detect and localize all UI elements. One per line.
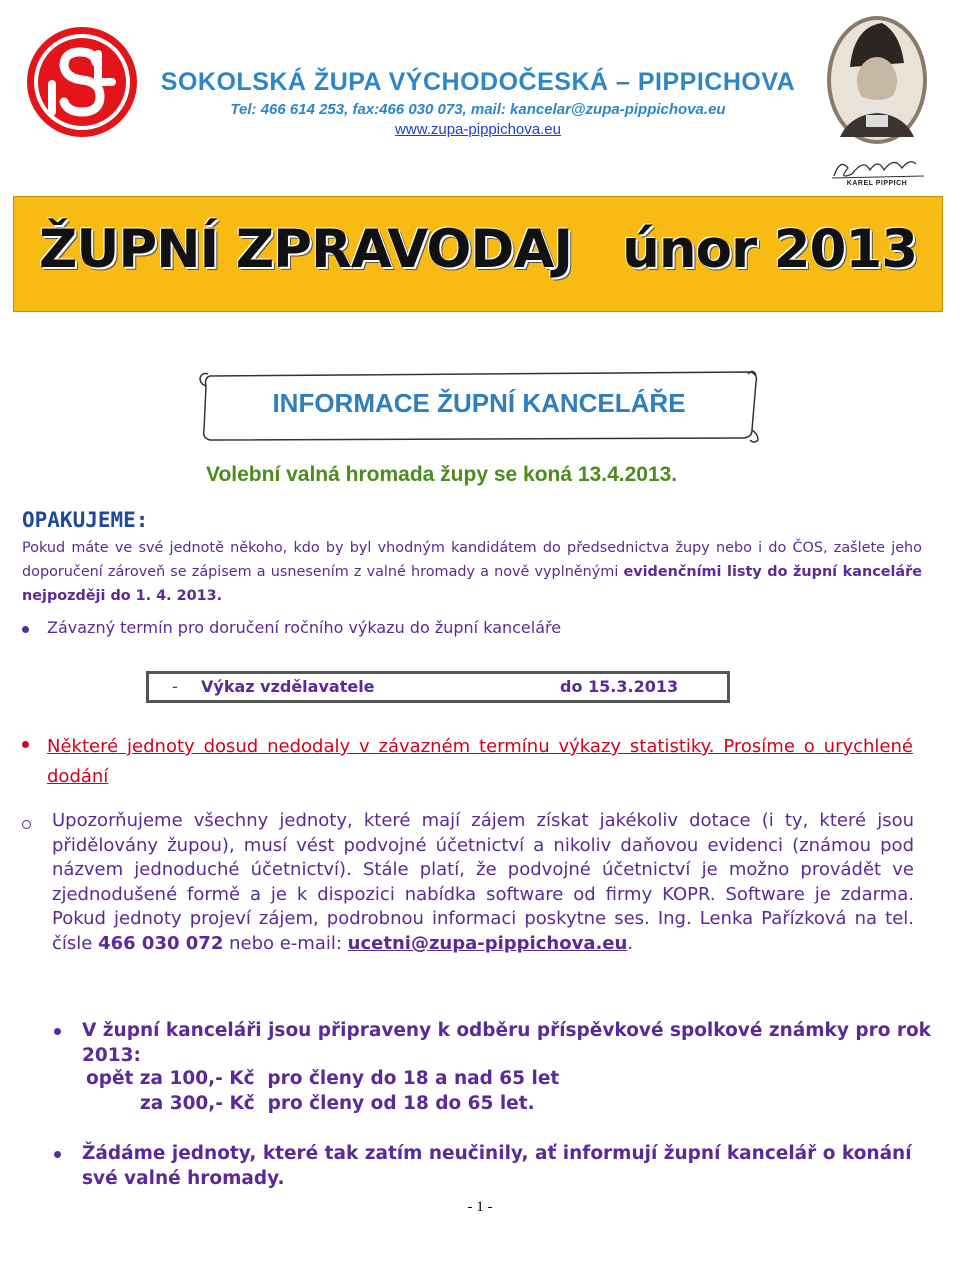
stamps-notice: V župní kanceláři jsou připraveny k odběru příspěvkové spolkové známky pro rok 2013: — [82, 1020, 931, 1066]
stamp-price-youth: opět za 100,- Kč pro členy do 18 a nad 65 let — [86, 1068, 560, 1089]
report-dash: - — [172, 677, 178, 696]
page-number: - 1 - — [467, 1199, 493, 1215]
accounting-text: Upozorňujeme všechny jednoty, které mají zájem získat jakékoliv dotace (i ty, které jsou přidělovány župou), musí vést podvojné účetnictví a nikoliv daňovou evidenci (známou pod názvem jednoduché účetnictví). Stále platí, že podvojné účetnictví je možno provádět ve zjednodušené formě a je k dispozici nabídka software od firmy KOPR. Software je zdarma. Pokud jednoty projeví zájem, podrobnou informaci poskytne ses. Ing. Lenka Pařízková na tel. čísle — [52, 810, 914, 954]
report-label: Výkaz vzdělavatele — [201, 677, 375, 696]
repeat-paragraph — [22, 536, 922, 608]
bullet-icon — [22, 741, 29, 748]
signature-caption: KAREL PIPPICH — [846, 180, 908, 187]
website-link[interactable]: www.zupa-pippichova.eu — [395, 121, 561, 138]
accounting-email-link[interactable]: ucetni@zupa-pippichova.eu — [347, 932, 628, 954]
accounting-end: . — [627, 932, 634, 954]
newsletter-title — [13, 219, 943, 280]
portrait-image — [826, 15, 928, 145]
bullet-icon — [22, 626, 29, 633]
repeat-heading: OPAKUJEME: — [22, 508, 149, 532]
contact-line: Tel: 466 614 253, fax:466 030 073, mail: kancelar@zupa-pippichova.eu — [230, 101, 726, 118]
bullet-icon — [22, 820, 31, 829]
stamp-price-adult: za 300,- Kč pro členy od 18 do 65 let. — [140, 1093, 535, 1114]
section-title: INFORMACE ŽUPNÍ KANCELÁŘE — [272, 388, 686, 418]
organization-name: SOKOLSKÁ ŽUPA VÝCHODOČESKÁ – PIPPICHOVA — [160, 68, 796, 96]
request-notice: Žádáme jednoty, které tak zatím neučinily, ať informují župní kancelář o konání své valné hromady. — [82, 1143, 912, 1189]
bullet-icon — [54, 1028, 61, 1035]
newsletter-title-text: ŽUPNÍ ZPRAVODAJ — [38, 219, 573, 280]
missing-reports-notice: Některé jednoty dosud nedodaly v závazném termínu výkazy statistiky. Prosíme o urychlené dodání — [47, 736, 913, 787]
report-date: do 15.3.2013 — [560, 677, 679, 696]
accounting-email-prefix: nebo e-mail: — [229, 932, 342, 954]
repeat-deadline: evidenčními listy do župní kanceláře nejpozději do 1. 4. 2013. — [22, 564, 922, 604]
accounting-phone: 466 030 072 — [98, 932, 224, 954]
repeat-body-text: Pokud máte ve své jednotě někoho, kdo by byl vhodným kandidátem do předsednictva župy nebo i do ČOS, zašlete jeho doporučení zároveň se zápisem a usnesením z valné hromady a nově vyplněnými — [22, 540, 922, 580]
sokol-logo — [24, 24, 140, 140]
accounting-notice — [52, 809, 914, 957]
newsletter-month: únor 2013 — [622, 219, 918, 280]
election-announcement: Volební valná hromada župy se koná 13.4.2013. — [206, 463, 678, 486]
deadline-text: Závazný termín pro doručení ročního výkazu do župní kanceláře — [47, 618, 562, 637]
bullet-icon — [54, 1151, 61, 1158]
